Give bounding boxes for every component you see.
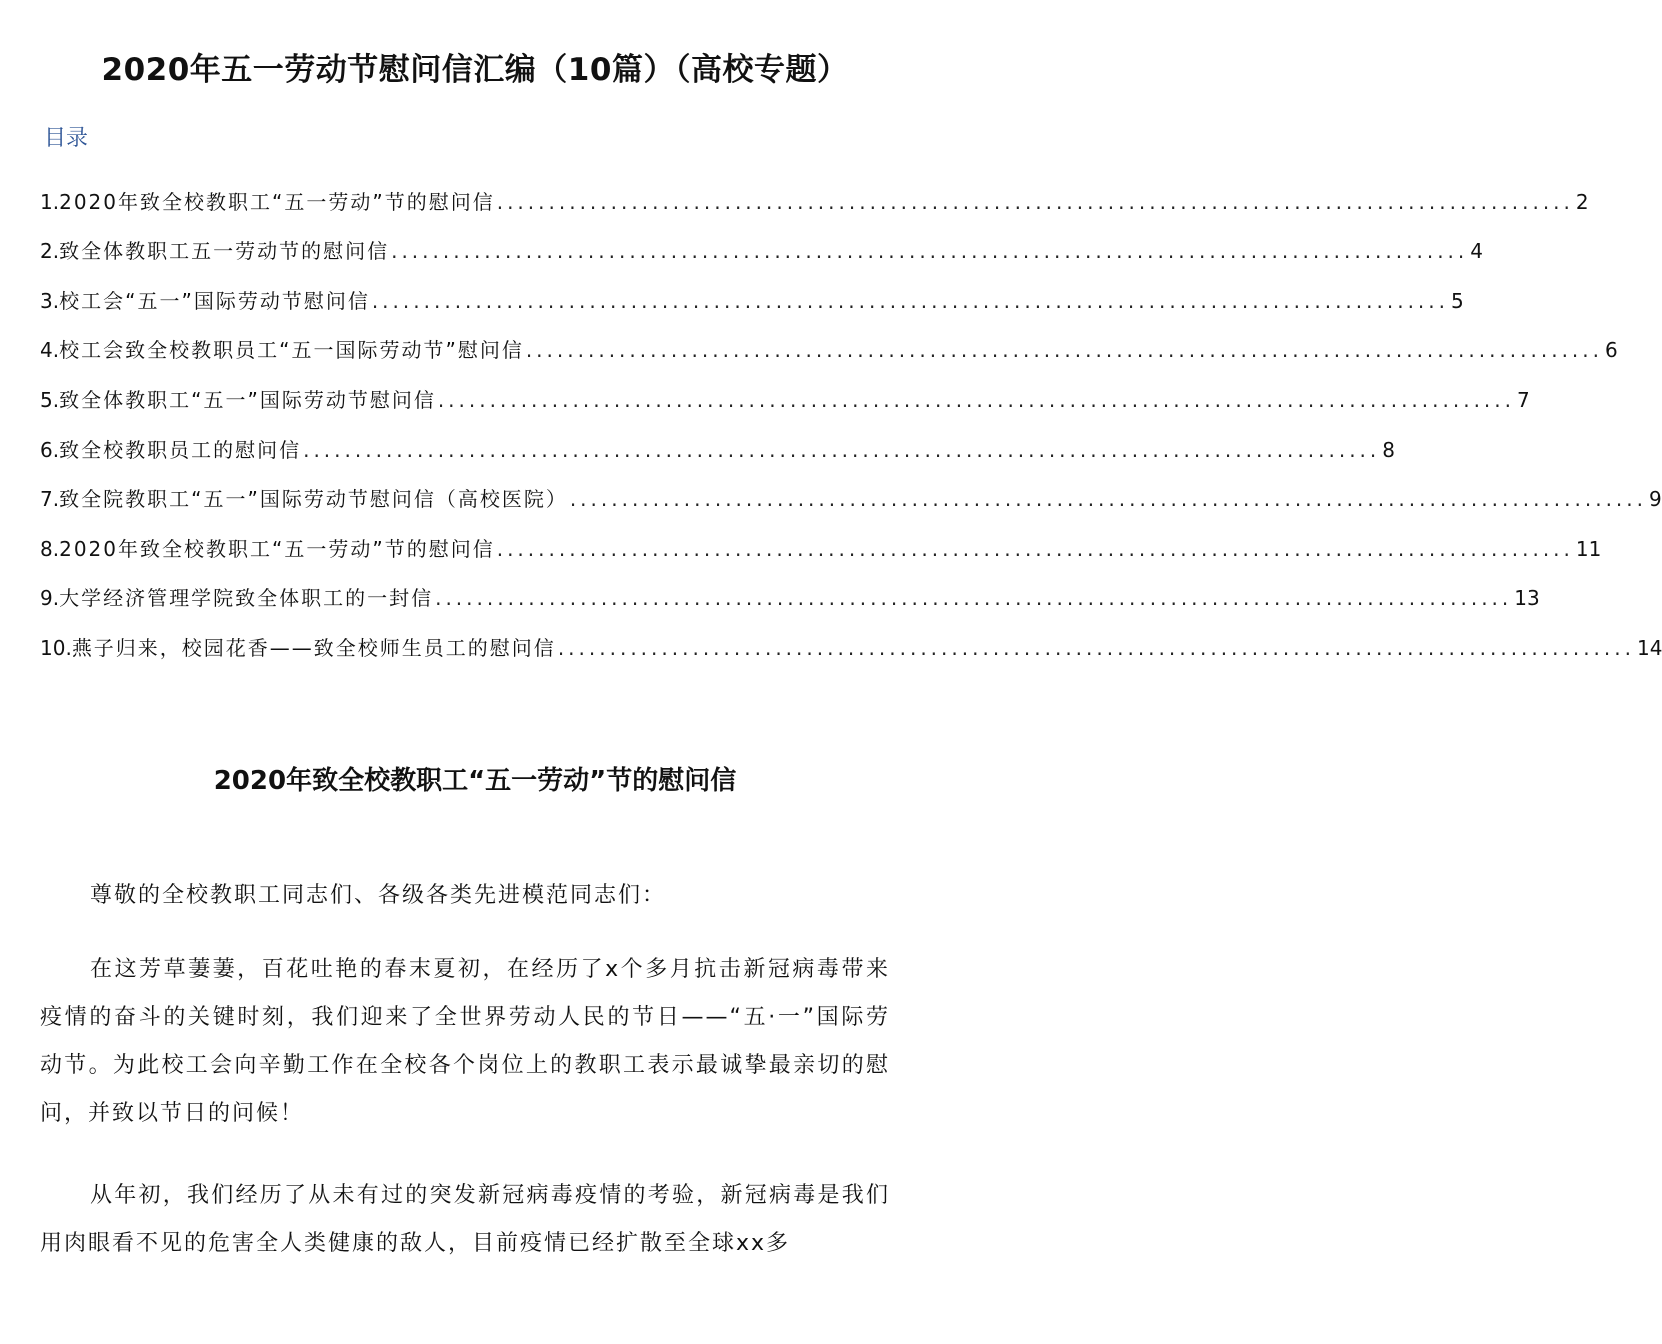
table-of-contents	[40, 170, 1662, 666]
toc-heading: 目录	[44, 126, 89, 151]
toc-entry-title: 致全院教职工“五一”国际劳动节慰问信（高校医院）	[59, 487, 568, 512]
toc-dot-leader: ........................................................................................................	[569, 487, 1647, 512]
toc-entry[interactable]	[40, 616, 1662, 666]
section-title: 2020年致全校教职工“五一劳动”节的慰问信	[213, 766, 737, 796]
body-paragraph: 从年初，我们经历了从未有过的突发新冠病毒疫情的考验，新冠病毒是我们用肉眼看不见的危害全人类健康的敌人，目前疫情已经扩散至全球xx多	[40, 1183, 890, 1256]
toc-entry-page: 5	[1451, 288, 1464, 313]
toc-entry-number: 5.	[40, 387, 60, 412]
toc-entry-number: 3.	[40, 288, 60, 313]
toc-dot-leader: ........................................................................................................	[496, 189, 1574, 214]
toc-entry-title: 燕子归来，校园花香——致全校师生员工的慰问信	[71, 635, 556, 660]
toc-entry-title: 校工会致全校教职员工“五一国际劳动节”慰问信	[59, 338, 524, 363]
toc-entry-page: 14	[1636, 635, 1662, 660]
toc-entry-number: 7.	[40, 487, 60, 512]
toc-entry-number: 4.	[40, 338, 60, 363]
toc-entry-page: 2	[1575, 189, 1589, 214]
toc-dot-leader: ........................................................................................................	[391, 239, 1469, 264]
toc-entry[interactable]	[40, 269, 1464, 319]
toc-entry-page: 8	[1382, 437, 1395, 462]
toc-entry-number: 2.	[40, 239, 60, 264]
toc-entry-title: 2020年致全校教职工“五一劳动”节的慰问信	[59, 536, 495, 561]
toc-dot-leader: ........................................................................................................	[525, 338, 1603, 363]
toc-entry-page: 7	[1517, 387, 1530, 412]
toc-entry[interactable]	[40, 517, 1602, 567]
toc-dot-leader: ........................................................................................................	[435, 586, 1513, 611]
toc-entry[interactable]	[40, 220, 1483, 270]
toc-entry-page: 6	[1605, 338, 1618, 363]
letter-salutation: 尊敬的全校教职工同志们、各级各类先进模范同志们：	[90, 883, 667, 908]
toc-entry-number: 10.	[40, 635, 72, 660]
toc-entry-title: 大学经济管理学院致全体职工的一封信	[59, 586, 434, 611]
toc-entry-title: 致全体教职工五一劳动节的慰问信	[59, 239, 390, 264]
toc-entry[interactable]	[40, 368, 1530, 418]
body-paragraph: 在这芳草萋萋，百花吐艳的春末夏初，在经历了x个多月抗击新冠病毒带来疫情的奋斗的关键时刻，我们迎来了全世界劳动人民的节日——“五·一”国际劳动节。为此校工会向辛勤工作在全校各个岗位上的教职工表示最诚挚最亲切的慰问，并致以节日的问候！	[40, 957, 890, 1126]
toc-entry-page: 4	[1470, 239, 1483, 264]
toc-entry-title: 致全体教职工“五一”国际劳动节慰问信	[59, 387, 436, 412]
toc-entry-page: 11	[1575, 536, 1602, 561]
toc-entry[interactable]	[40, 170, 1589, 220]
toc-entry-title: 致全校教职员工的慰问信	[59, 437, 302, 462]
toc-dot-leader: ........................................................................................................	[557, 635, 1635, 660]
document-title: 2020年五一劳动节慰问信汇编（10篇）（高校专题）	[101, 52, 849, 88]
toc-entry[interactable]	[40, 418, 1395, 468]
toc-entry[interactable]	[40, 468, 1662, 518]
toc-entry-number: 6.	[40, 437, 60, 462]
toc-entry-page: 13	[1514, 586, 1540, 611]
toc-entry-number: 1.	[40, 189, 60, 214]
toc-dot-leader: ........................................................................................................	[437, 387, 1515, 412]
toc-dot-leader: ........................................................................................................	[496, 536, 1574, 561]
toc-entry-number: 8.	[40, 536, 60, 561]
toc-entry[interactable]	[40, 319, 1618, 369]
toc-entry-title: 校工会“五一”国际劳动节慰问信	[59, 288, 370, 313]
toc-entry-title: 2020年致全校教职工“五一劳动”节的慰问信	[59, 189, 495, 214]
toc-entry[interactable]	[40, 567, 1540, 617]
toc-dot-leader: ........................................................................................................	[303, 437, 1381, 462]
toc-entry-number: 9.	[40, 586, 60, 611]
toc-dot-leader: ........................................................................................................	[371, 288, 1449, 313]
toc-entry-page: 9	[1649, 487, 1662, 512]
